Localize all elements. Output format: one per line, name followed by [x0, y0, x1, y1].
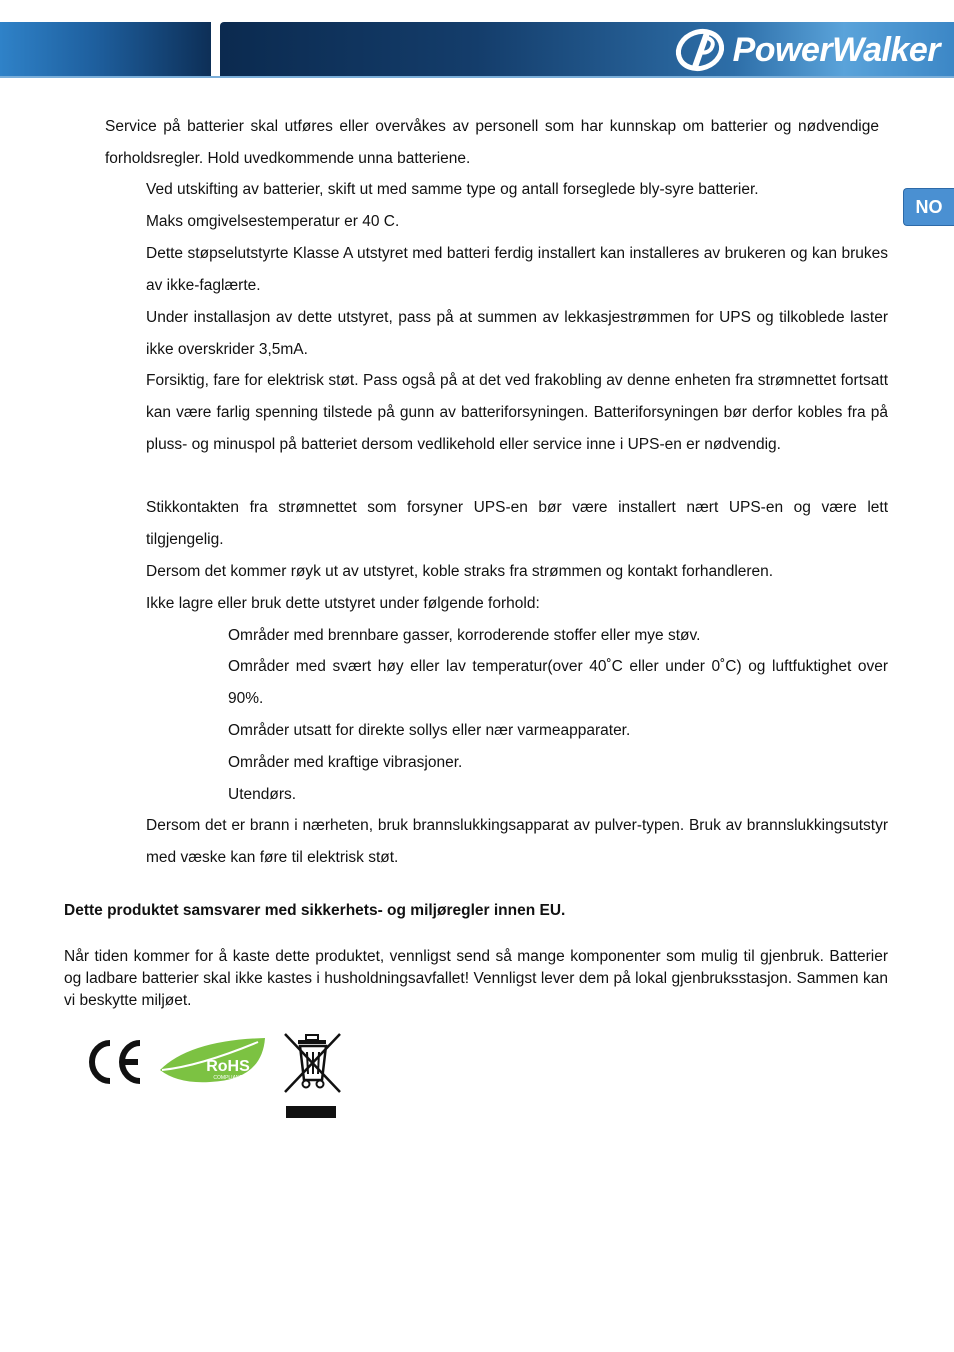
paragraph-fire: Dersom det er brann i nærheten, bruk brannslukkingsapparat av pulver-typen. Bruk av brannslukkingsutstyr med væske kan føre til elektrisk støt. — [146, 817, 888, 866]
paragraph-shock-warning: Forsiktig, fare for elektrisk støt. Pass også på at det ved frakobling av denne enheten fra strømnettet fortsatt kan være farlig spenning tilstede på gunn av batteriforsyningen. Batteriforsyningen bør derfor kobles fra på pluss- og minuspol på batteriet dersom vedlikehold eller service inne i UPS-en er nødvendig. — [146, 372, 888, 453]
list-item-gases: Områder med brennbare gasser, korroderende stoffer eller mye støv. — [228, 627, 701, 644]
paragraph-storage: Ikke lagre eller bruk dette utstyret under følgende forhold: — [146, 595, 540, 612]
rohs-label: RoHS — [206, 1058, 250, 1075]
list-item-temperature: Områder med svært høy eller lav temperatur(over 40˚C eller under 0˚C) og luftfuktighet over 90%. — [228, 658, 888, 707]
disposal-paragraph: Når tiden kommer for å kaste dette produktet, vennligst send så mange komponenter som mulig til gjenbruk. Batterier og ladbare batterier skal ikke kastes i husholdningsavfallet! Vennligst lever dem på lokal gjenbruksstasjon. Sammen kan vi beskytte miljøet. — [64, 948, 888, 1009]
powerwalker-swirl-icon — [673, 27, 731, 73]
rohs-compliant-icon — [160, 1038, 265, 1082]
rohs-sublabel: COMPLIANT — [213, 1075, 243, 1081]
paragraph-class-a: Dette støpselutstyrte Klasse A utstyret med batteri ferdig installert kan installeres av brukeren og kan brukes av ikke-faglærte. — [146, 245, 888, 294]
paragraph-replacement: Ved utskifting av batterier, skift ut med samme type og antall forseglede bly-syre batterier. — [146, 181, 759, 198]
header-divider — [0, 76, 954, 78]
paragraph-socket: Stikkontakten fra strømnettet som forsyner UPS-en bør være installert nært UPS-en og være lett tilgjengelig. — [146, 499, 888, 548]
compliance-statement: Dette produktet samsvarer med sikkerhets- og miljøregler innen EU. — [64, 902, 566, 919]
powerwalker-logo — [673, 26, 940, 74]
ce-mark-icon — [92, 1043, 140, 1081]
paragraph-leakage: Under installasjon av dette utstyret, pass på at summen av lekkasjestrømmen for UPS og tilkoblede laster ikke overskrider 3,5mA. — [146, 309, 888, 358]
header-left-block — [0, 22, 214, 78]
language-tab[interactable]: NO — [903, 188, 954, 226]
list-item-sunlight: Områder utsatt for direkte sollys eller nær varmeapparater. — [228, 722, 631, 739]
paragraph-max-temp: Maks omgivelsestemperatur er 40 C. — [146, 213, 400, 230]
certification-icons — [80, 1030, 350, 1120]
brand-name: PowerWalker — [732, 30, 940, 69]
paragraph-smoke: Dersom det kommer røyk ut av utstyret, koble straks fra strømmen og kontakt forhandleren. — [146, 563, 774, 580]
list-item-vibrations: Områder med kraftige vibrasjoner. — [228, 754, 463, 771]
weee-crossed-bin-icon — [285, 1034, 340, 1118]
list-item-outdoors: Utendørs. — [228, 786, 297, 803]
paragraph-service: Service på batterier skal utføres eller overvåkes av personell som har kunnskap om batterier og nødvendige forholdsregler. Hold uvedkommende unna batteriene. — [105, 118, 879, 167]
